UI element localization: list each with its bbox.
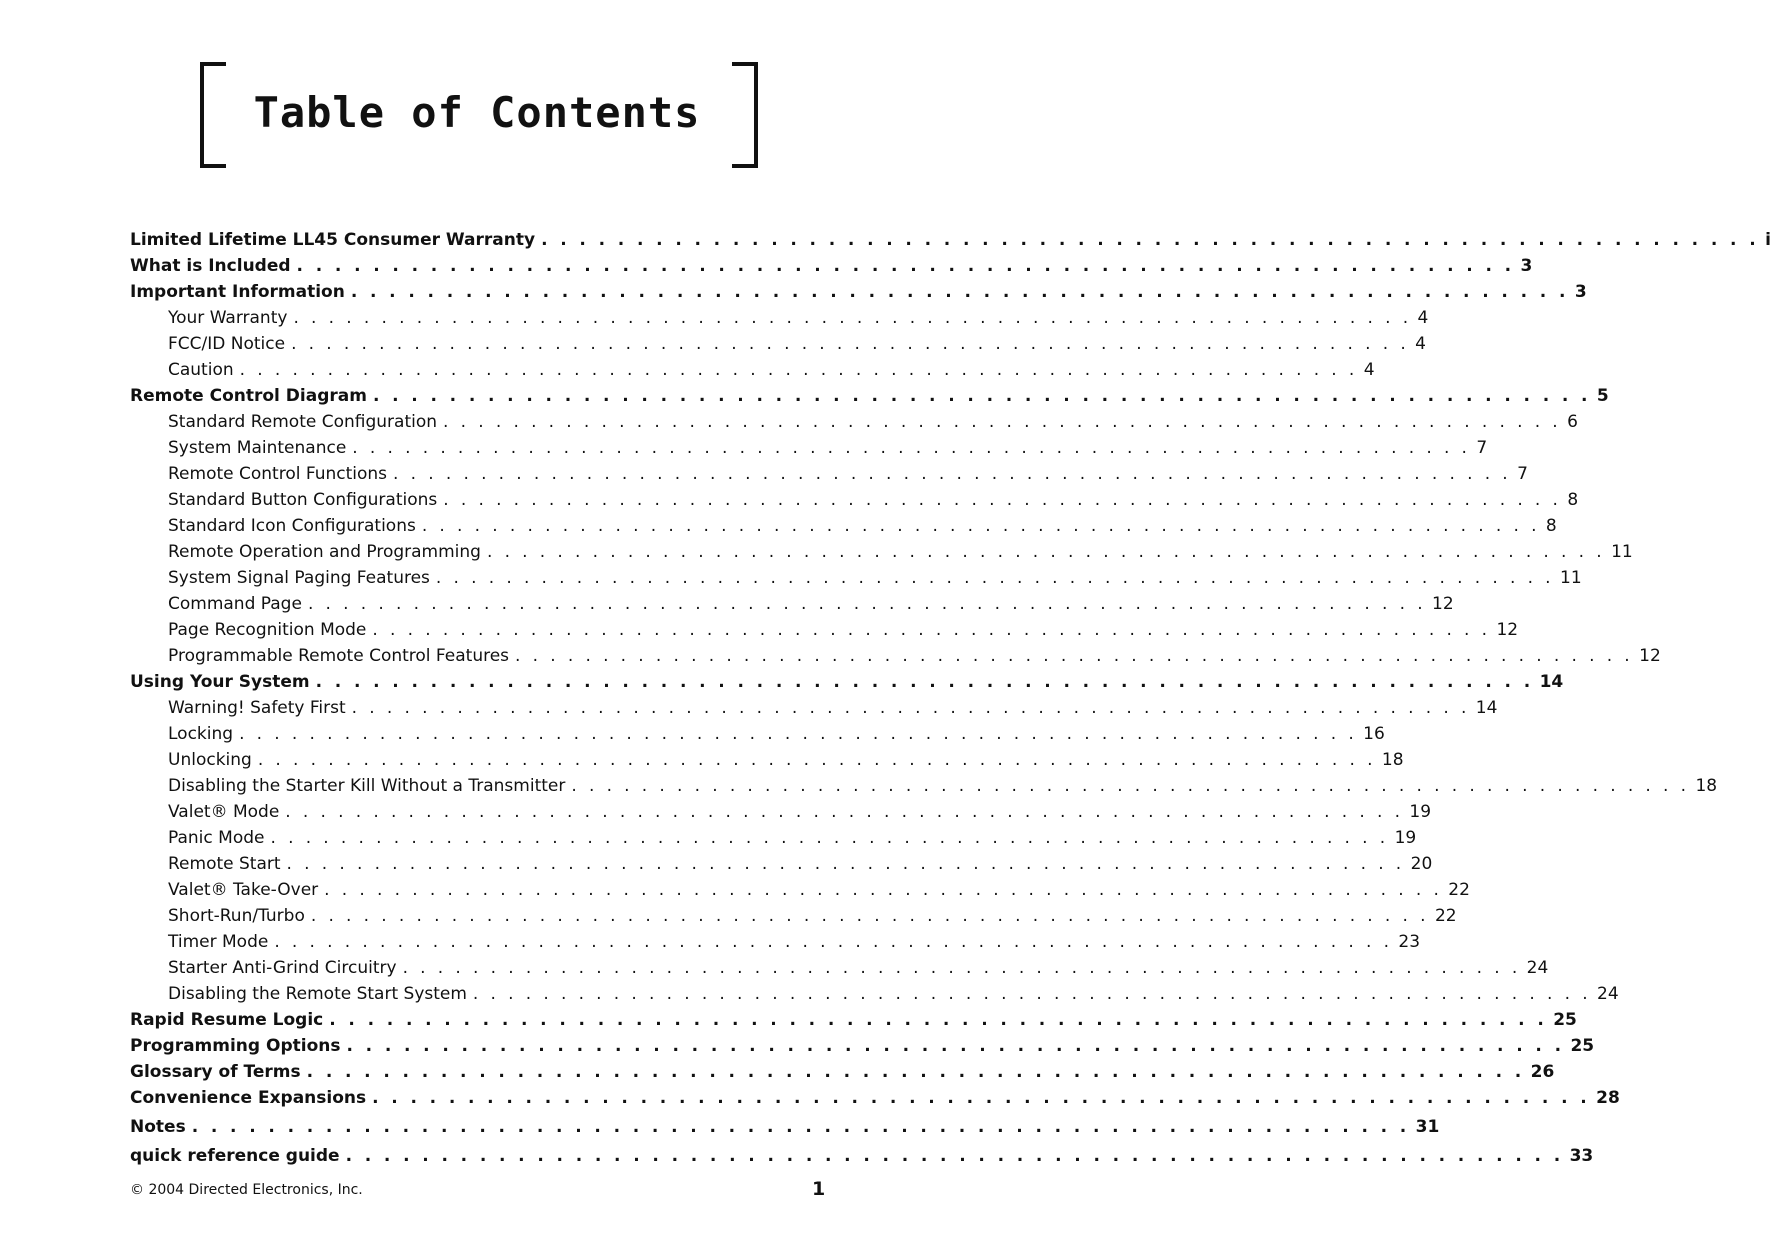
table-of-contents <box>130 224 1771 1166</box>
toc-entry-page: 19 <box>1394 828 1417 848</box>
dot-leader: . . . . . . . . . . . . . . . . . . . . . . . . . . . . . . . . . . . . . . . . . . . . . . . . . . . . . . . . . . . . . . . . <box>372 386 1591 406</box>
dot-leader: . . . . . . . . . . . . . . . . . . . . . . . . . . . . . . . . . . . . . . . . . . . . . . . . . . . . . . . . . . . . . . . . <box>329 1010 1548 1030</box>
dot-leader: . . . . . . . . . . . . . . . . . . . . . . . . . . . . . . . . . . . . . . . . . . . . . . . . . . . . . . . . . . . . . . . . <box>310 906 1429 926</box>
dot-leader: . . . . . . . . . . . . . . . . . . . . . . . . . . . . . . . . . . . . . . . . . . . . . . . . . . . . . . . . . . . . . . . . <box>291 334 1410 354</box>
toc-entry-label: System Maintenance <box>168 438 347 458</box>
toc-entry <box>130 1004 1577 1030</box>
toc-entry-label: Standard Remote Configuration <box>168 412 438 432</box>
dot-leader: . . . . . . . . . . . . . . . . . . . . . . . . . . . . . . . . . . . . . . . . . . . . . . . . . . . . . . . . . . . . . . . . <box>274 932 1393 952</box>
toc-entry-page: 16 <box>1363 724 1385 744</box>
toc-entry <box>130 510 1557 536</box>
dot-leader: . . . . . . . . . . . . . . . . . . . . . . . . . . . . . . . . . . . . . . . . . . . . . . . . . . . . . . . . . . . . . . . . <box>191 1117 1410 1137</box>
dot-leader: . . . . . . . . . . . . . . . . . . . . . . . . . . . . . . . . . . . . . . . . . . . . . . . . . . . . . . . . . . . . . . . . <box>435 568 1554 588</box>
toc-entry-page: 24 <box>1526 958 1549 978</box>
toc-entry <box>130 978 1619 1004</box>
toc-entry-label: Programmable Remote Control Features <box>168 646 510 666</box>
toc-entry-page: i <box>1765 230 1771 250</box>
toc-entry <box>130 276 1587 302</box>
toc-entry-label: What is Included <box>130 256 291 276</box>
toc-entry-page: 7 <box>1476 438 1488 458</box>
toc-entry <box>130 796 1432 822</box>
toc-entry-page: 14 <box>1475 698 1498 718</box>
toc-entry <box>130 458 1528 484</box>
dot-leader: . . . . . . . . . . . . . . . . . . . . . . . . . . . . . . . . . . . . . . . . . . . . . . . . . . . . . . . . . . . . . . . . <box>421 516 1540 536</box>
dot-leader: . . . . . . . . . . . . . . . . . . . . . . . . . . . . . . . . . . . . . . . . . . . . . . . . . . . . . . . . . . . . . . . . <box>571 776 1690 796</box>
toc-entry-label: Notes <box>130 1117 186 1137</box>
toc-entry-page: 11 <box>1560 568 1582 588</box>
toc-entry-label: Remote Start <box>168 854 281 874</box>
toc-entry-label: Remote Operation and Programming <box>168 542 481 562</box>
toc-entry-page: 3 <box>1574 282 1587 302</box>
toc-entry-label: Rapid Resume Logic <box>130 1010 324 1030</box>
toc-entry <box>130 1030 1595 1056</box>
dot-leader: . . . . . . . . . . . . . . . . . . . . . . . . . . . . . . . . . . . . . . . . . . . . . . . . . . . . . . . . . . . . . . . . <box>541 230 1760 250</box>
toc-entry-page: 25 <box>1553 1010 1577 1030</box>
toc-entry <box>130 588 1454 614</box>
toc-entry <box>130 614 1519 640</box>
page-title: Table of Contents <box>253 88 701 137</box>
toc-entry-page: 4 <box>1417 308 1429 328</box>
dot-leader: . . . . . . . . . . . . . . . . . . . . . . . . . . . . . . . . . . . . . . . . . . . . . . . . . . . . . . . . . . . . . . . . <box>402 958 1521 978</box>
dot-leader: . . . . . . . . . . . . . . . . . . . . . . . . . . . . . . . . . . . . . . . . . . . . . . . . . . . . . . . . . . . . . . . . <box>372 620 1491 640</box>
dot-leader: . . . . . . . . . . . . . . . . . . . . . . . . . . . . . . . . . . . . . . . . . . . . . . . . . . . . . . . . . . . . . . . . <box>239 724 1358 744</box>
toc-entry-page: 3 <box>1520 256 1533 276</box>
toc-entry-page: 8 <box>1567 490 1579 510</box>
toc-entry-page: 8 <box>1545 516 1557 536</box>
toc-entry-label: Your Warranty <box>168 308 288 328</box>
toc-entry <box>130 900 1457 926</box>
toc-entry <box>130 1140 1594 1166</box>
toc-entry <box>130 1082 1620 1108</box>
toc-entry-label: Starter Anti-Grind Circuitry <box>168 958 397 978</box>
toc-entry-page: 12 <box>1432 594 1454 614</box>
toc-entry <box>130 1056 1555 1082</box>
toc-entry-label: quick reference guide <box>130 1146 340 1166</box>
dot-leader: . . . . . . . . . . . . . . . . . . . . . . . . . . . . . . . . . . . . . . . . . . . . . . . . . . . . . . . . . . . . . . . . <box>352 438 1471 458</box>
toc-entry <box>130 822 1417 848</box>
toc-entry <box>130 848 1433 874</box>
toc-entry-label: Page Recognition Mode <box>168 620 367 640</box>
toc-entry-label: Programming Options <box>130 1036 341 1056</box>
toc-entry <box>130 640 1661 666</box>
toc-entry-label: Panic Mode <box>168 828 265 848</box>
toc-entry-label: Standard Button Configurations <box>168 490 438 510</box>
toc-entry-page: 26 <box>1530 1062 1555 1082</box>
dot-leader: . . . . . . . . . . . . . . . . . . . . . . . . . . . . . . . . . . . . . . . . . . . . . . . . . . . . . . . . . . . . . . . . <box>239 360 1358 380</box>
dot-leader: . . . . . . . . . . . . . . . . . . . . . . . . . . . . . . . . . . . . . . . . . . . . . . . . . . . . . . . . . . . . . . . . <box>315 672 1534 692</box>
toc-entry-label: Caution <box>168 360 234 380</box>
toc-entry <box>130 328 1426 354</box>
toc-entry <box>130 926 1421 952</box>
dot-leader: . . . . . . . . . . . . . . . . . . . . . . . . . . . . . . . . . . . . . . . . . . . . . . . . . . . . . . . . . . . . . . . . <box>345 1146 1564 1166</box>
toc-entry-page: 19 <box>1409 802 1432 822</box>
toc-entry-label: Disabling the Remote Start System <box>168 984 467 1004</box>
toc-entry-label: Disabling the Starter Kill Without a Transmitter <box>168 776 566 796</box>
toc-entry-page: 31 <box>1415 1117 1440 1137</box>
toc-entry-label: Timer Mode <box>168 932 269 952</box>
toc-entry-page: 11 <box>1611 542 1633 562</box>
toc-entry <box>130 484 1579 510</box>
dot-leader: . . . . . . . . . . . . . . . . . . . . . . . . . . . . . . . . . . . . . . . . . . . . . . . . . . . . . . . . . . . . . . . . <box>515 646 1634 666</box>
toc-entry-page: 18 <box>1695 776 1718 796</box>
toc-entry <box>130 770 1718 796</box>
dot-leader: . . . . . . . . . . . . . . . . . . . . . . . . . . . . . . . . . . . . . . . . . . . . . . . . . . . . . . . . . . . . . . . . <box>350 282 1569 302</box>
toc-entry-page: 20 <box>1410 854 1433 874</box>
toc-entry-label: Using Your System <box>130 672 310 692</box>
toc-entry <box>130 224 1771 250</box>
dot-leader: . . . . . . . . . . . . . . . . . . . . . . . . . . . . . . . . . . . . . . . . . . . . . . . . . . . . . . . . . . . . . . . . <box>443 490 1562 510</box>
dot-leader: . . . . . . . . . . . . . . . . . . . . . . . . . . . . . . . . . . . . . . . . . . . . . . . . . . . . . . . . . . . . . . . . <box>443 412 1562 432</box>
toc-entry <box>130 432 1488 458</box>
toc-entry-page: 12 <box>1639 646 1661 666</box>
toc-entry-label: Convenience Expansions <box>130 1088 367 1108</box>
dot-leader: . . . . . . . . . . . . . . . . . . . . . . . . . . . . . . . . . . . . . . . . . . . . . . . . . . . . . . . . . . . . . . . . <box>257 750 1376 770</box>
dot-leader: . . . . . . . . . . . . . . . . . . . . . . . . . . . . . . . . . . . . . . . . . . . . . . . . . . . . . . . . . . . . . . . . <box>286 854 1405 874</box>
toc-entry-label: Standard Icon Configurations <box>168 516 416 536</box>
toc-entry-label: Limited Lifetime LL45 Consumer Warranty <box>130 230 536 250</box>
toc-entry <box>130 354 1375 380</box>
toc-entry-page: 28 <box>1596 1088 1620 1108</box>
toc-entry-page: 12 <box>1496 620 1519 640</box>
toc-entry-label: Remote Control Diagram <box>130 386 367 406</box>
toc-entry-label: Short-Run/Turbo <box>168 906 305 926</box>
toc-entry <box>130 536 1633 562</box>
toc-entry <box>130 1111 1440 1137</box>
toc-entry-label: Command Page <box>168 594 302 614</box>
toc-entry <box>130 406 1578 432</box>
dot-leader: . . . . . . . . . . . . . . . . . . . . . . . . . . . . . . . . . . . . . . . . . . . . . . . . . . . . . . . . . . . . . . . . <box>472 984 1592 1004</box>
dot-leader: . . . . . . . . . . . . . . . . . . . . . . . . . . . . . . . . . . . . . . . . . . . . . . . . . . . . . . . . . . . . . . . . <box>306 1062 1525 1082</box>
toc-entry-page: 22 <box>1434 906 1457 926</box>
toc-entry-page: 4 <box>1415 334 1426 354</box>
toc-entry-page: 22 <box>1448 880 1470 900</box>
dot-leader: . . . . . . . . . . . . . . . . . . . . . . . . . . . . . . . . . . . . . . . . . . . . . . . . . . . . . . . . . . . . . . . . <box>324 880 1443 900</box>
toc-entry <box>130 250 1533 276</box>
toc-entry-page: 24 <box>1597 984 1619 1004</box>
toc-entry-label: Locking <box>168 724 234 744</box>
toc-entry-page: 33 <box>1569 1146 1594 1166</box>
toc-entry-label: Valet® Take-Over <box>168 880 319 900</box>
dot-leader: . . . . . . . . . . . . . . . . . . . . . . . . . . . . . . . . . . . . . . . . . . . . . . . . . . . . . . . . . . . . . . . . <box>372 1088 1591 1108</box>
copyright-footer: © 2004 Directed Electronics, Inc. <box>130 1182 363 1198</box>
dot-leader: . . . . . . . . . . . . . . . . . . . . . . . . . . . . . . . . . . . . . . . . . . . . . . . . . . . . . . . . . . . . . . . . <box>296 256 1515 276</box>
toc-entry-label: Remote Control Functions <box>168 464 388 484</box>
toc-entry <box>130 692 1498 718</box>
dot-leader: . . . . . . . . . . . . . . . . . . . . . . . . . . . . . . . . . . . . . . . . . . . . . . . . . . . . . . . . . . . . . . . . <box>270 828 1389 848</box>
toc-entry <box>130 744 1404 770</box>
dot-leader: . . . . . . . . . . . . . . . . . . . . . . . . . . . . . . . . . . . . . . . . . . . . . . . . . . . . . . . . . . . . . . . . <box>351 698 1470 718</box>
toc-entry-label: Valet® Mode <box>168 802 280 822</box>
toc-entry-page: 18 <box>1381 750 1404 770</box>
toc-entry <box>130 718 1385 744</box>
toc-entry <box>130 302 1429 328</box>
page-number: 1 <box>812 1178 826 1200</box>
toc-entry <box>130 562 1582 588</box>
toc-entry-page: 4 <box>1363 360 1375 380</box>
toc-entry <box>130 952 1549 978</box>
toc-entry-label: Important Information <box>130 282 345 302</box>
toc-entry-page: 7 <box>1517 464 1528 484</box>
dot-leader: . . . . . . . . . . . . . . . . . . . . . . . . . . . . . . . . . . . . . . . . . . . . . . . . . . . . . . . . . . . . . . . . <box>285 802 1404 822</box>
toc-entry-label: Glossary of Terms <box>130 1062 301 1082</box>
toc-entry-page: 23 <box>1398 932 1421 952</box>
toc-entry-page: 25 <box>1570 1036 1595 1056</box>
toc-entry-label: Unlocking <box>168 750 252 770</box>
dot-leader: . . . . . . . . . . . . . . . . . . . . . . . . . . . . . . . . . . . . . . . . . . . . . . . . . . . . . . . . . . . . . . . . <box>393 464 1512 484</box>
toc-entry-page: 14 <box>1539 672 1564 692</box>
toc-entry-label: FCC/ID Notice <box>168 334 286 354</box>
toc-entry-label: Warning! Safety First <box>168 698 346 718</box>
toc-entry-page: 6 <box>1567 412 1578 432</box>
dot-leader: . . . . . . . . . . . . . . . . . . . . . . . . . . . . . . . . . . . . . . . . . . . . . . . . . . . . . . . . . . . . . . . . <box>486 542 1606 562</box>
toc-entry-label: System Signal Paging Features <box>168 568 430 588</box>
dot-leader: . . . . . . . . . . . . . . . . . . . . . . . . . . . . . . . . . . . . . . . . . . . . . . . . . . . . . . . . . . . . . . . . <box>307 594 1427 614</box>
toc-entry <box>130 666 1564 692</box>
toc-entry <box>130 380 1609 406</box>
toc-entry-page: 5 <box>1596 386 1609 406</box>
dot-leader: . . . . . . . . . . . . . . . . . . . . . . . . . . . . . . . . . . . . . . . . . . . . . . . . . . . . . . . . . . . . . . . . <box>346 1036 1565 1056</box>
toc-entry <box>130 874 1470 900</box>
dot-leader: . . . . . . . . . . . . . . . . . . . . . . . . . . . . . . . . . . . . . . . . . . . . . . . . . . . . . . . . . . . . . . . . <box>293 308 1412 328</box>
